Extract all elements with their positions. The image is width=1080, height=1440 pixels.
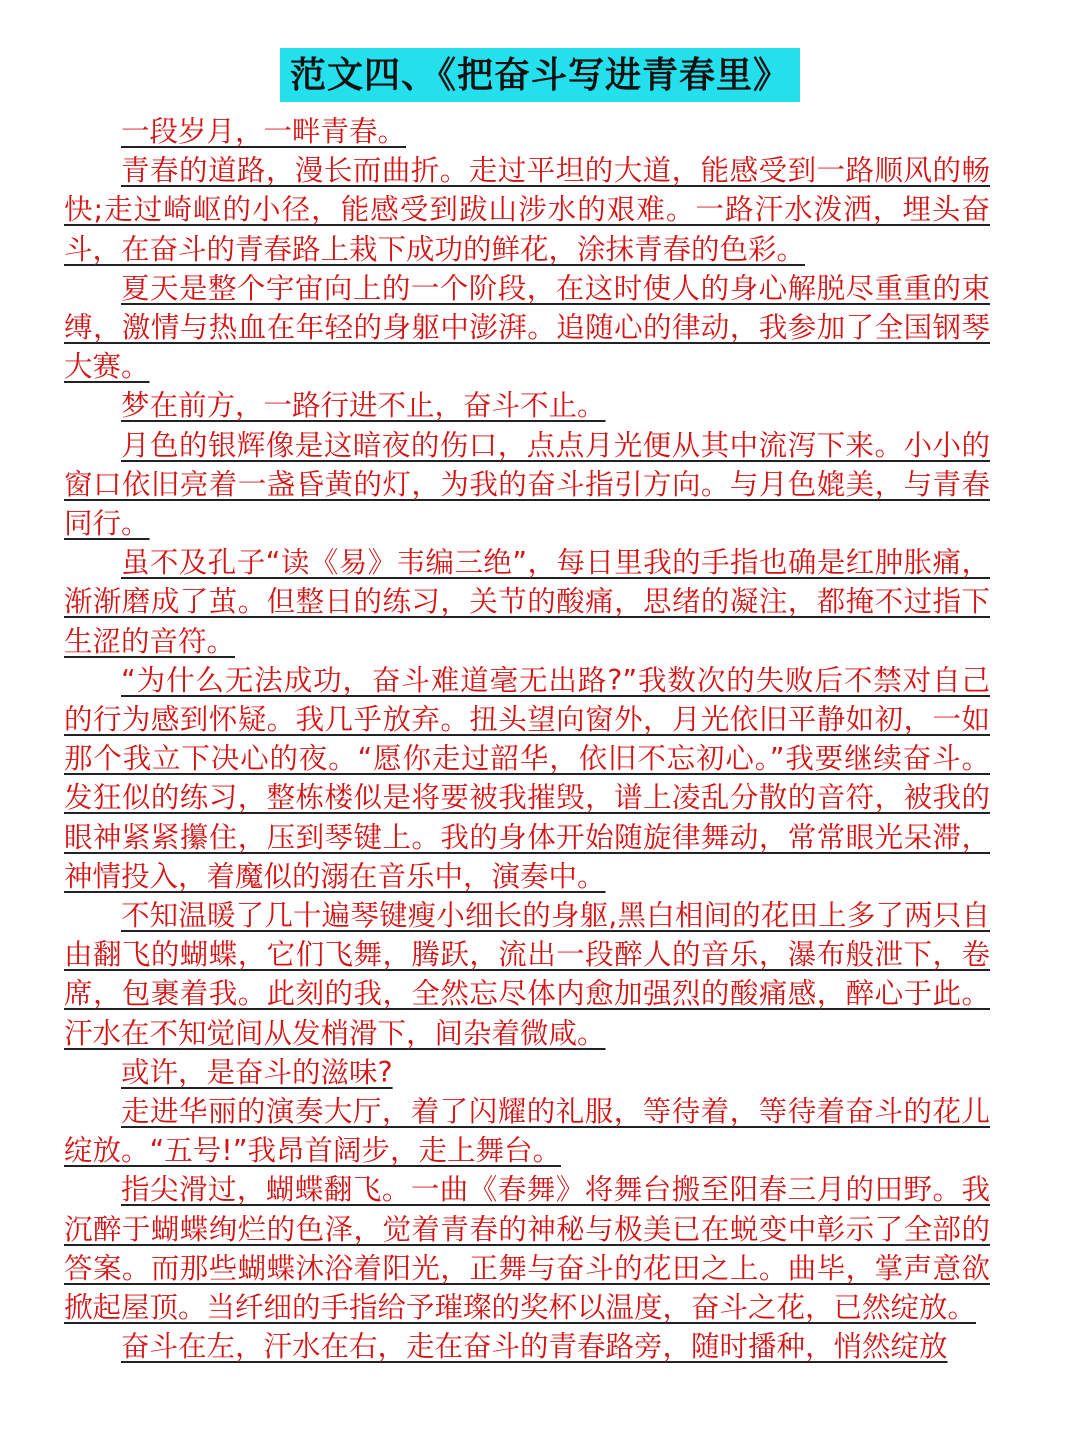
paragraph-10 xyxy=(64,1092,990,1170)
paragraph-4 xyxy=(64,386,990,425)
paragraph-5 xyxy=(64,426,990,544)
paragraph-12 xyxy=(64,1327,990,1366)
paragraph-text: 指尖滑过，蝴蝶翻飞。一曲《春舞》将舞台搬至阳春三月的田野。我沉醉于蝴蝶绚烂的色泽，觉着青春的神秘与极美已在蜕变中彰示了全部的答案。而那些蝴蝶沐浴着阳光，正舞与奋斗的花田之上。曲毕，掌声意欲掀起屋顶。当纤细的手指给予璀璨的奖杯以温度，奋斗之花，已然绽放。 xyxy=(64,1173,990,1325)
paragraph-text: 月色的银辉像是这暗夜的伤口，点点月光便从其中流泻下来。小小的窗口依旧亮着一盏昏黄的灯，为我的奋斗指引方向。与月色媲美，与青春同行。 xyxy=(64,428,990,541)
essay-title: 范文四、《把奋斗写进青春里》 xyxy=(280,48,800,102)
paragraph-1 xyxy=(64,112,990,151)
paragraph-6 xyxy=(64,543,990,661)
title-container xyxy=(0,48,1080,102)
paragraph-text: 奋斗在左，汗水在右，走在奋斗的青春路旁，随时播种，悄然绽放 xyxy=(121,1330,948,1364)
paragraph-2 xyxy=(64,151,990,269)
paragraph-11 xyxy=(64,1170,990,1327)
paragraph-8 xyxy=(64,896,990,1053)
paragraph-text: 夏天是整个宇宙向上的一个阶段，在这时使人的身心解脱尽重重的束缚，激情与热血在年轻的身躯中澎湃。追随心的律动，我参加了全国钢琴大赛。 xyxy=(64,271,990,384)
paragraph-text: 不知温暖了几十遍琴键瘦小细长的身躯,黑白相间的花田上多了两只自由翻飞的蝴蝶，它们飞舞，腾跃，流出一段醉人的音乐，瀑布般泄下，卷席，包裹着我。此刻的我，全然忘尽体内愈加强烈的酸痛感，醉心于此。汗水在不知觉间从发梢滑下，间杂着微咸。 xyxy=(64,899,990,1050)
paragraph-text: 梦在前方，一路行进不止，奋斗不止。 xyxy=(121,389,606,423)
essay-body xyxy=(64,112,990,1367)
paragraph-7 xyxy=(64,661,990,896)
paragraph-text: 一段岁月，一畔青春。 xyxy=(121,115,407,148)
paragraph-text: 走进华丽的演奏大厅，着了闪耀的礼服，等待着，等待着奋斗的花儿绽放。“五号!”我昂首阔步，走上舞台。 xyxy=(64,1095,990,1168)
paragraph-3 xyxy=(64,269,990,387)
paragraph-text: “为什么无法成功，奋斗难道毫无出路?”我数次的失败后不禁对自己的行为感到怀疑。我几乎放弃。扭头望向窗外，月光依旧平静如初，一如那个我立下决心的夜。“愿你走过韶华，依旧不忘初心。”我要继续奋斗。发狂似的练习，整栋楼似是将要被我摧毁，谱上凌乱分散的音符，被我的眼神紧紧攥住，压到琴键上。我的身体开始随旋律舞动，常常眼光呆滞，神情投入，着魔似的溺在音乐中，演奏中。 xyxy=(64,663,990,893)
paragraph-9 xyxy=(64,1053,990,1092)
paragraph-text: 或许，是奋斗的滋味? xyxy=(121,1055,393,1089)
paragraph-text: 虽不及孔子“读《易》韦编三绝”，每日里我的手指也确是红肿胀痛，渐渐磨成了茧。但整日的练习，关节的酸痛，思绪的凝注，都掩不过指下生涩的音符。 xyxy=(64,546,990,658)
paragraph-text: 青春的道路，漫长而曲折。走过平坦的大道，能感受到一路顺风的畅快;走过崎岖的小径，能感受到跋山涉水的艰难。一路汗水泼洒，埋头奋斗，在奋斗的青春路上栽下成功的鲜花，涂抹青春的色彩。 xyxy=(64,154,990,266)
